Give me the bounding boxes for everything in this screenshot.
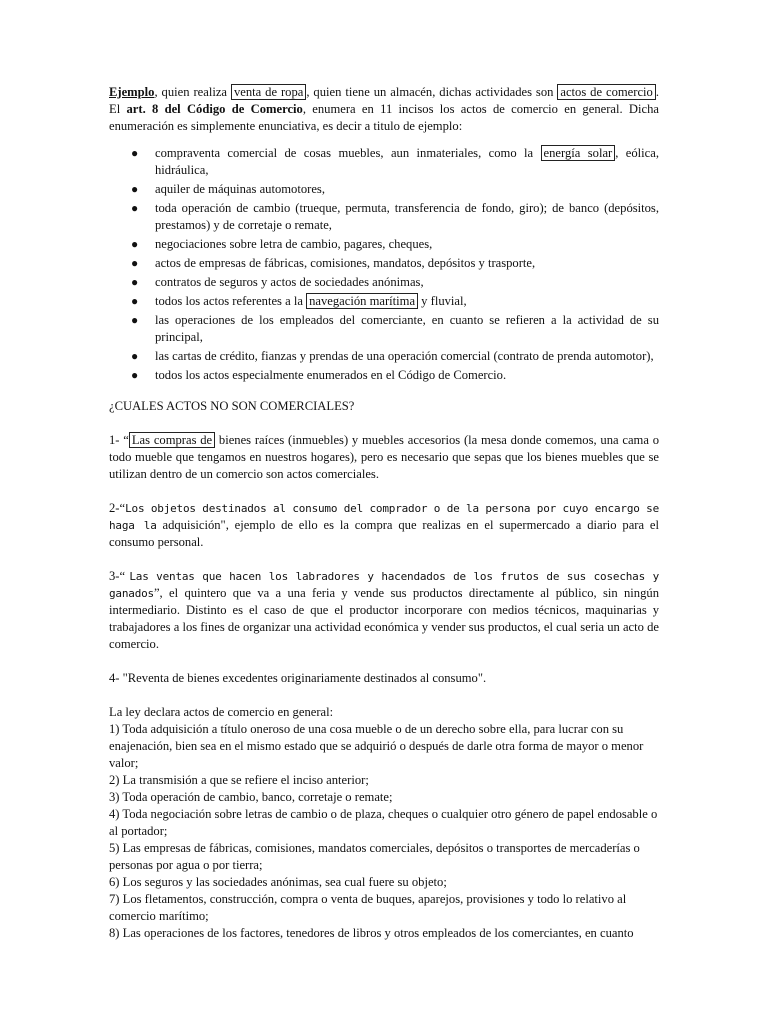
bullet-dot-icon: ● xyxy=(131,182,139,196)
boxed-term: navegación marítima xyxy=(306,293,418,309)
bullet-text: todos los actos especialmente enumerados en el Código de Comercio. xyxy=(155,368,507,382)
law-item: 5) Las empresas de fábricas, comisiones, mandatos comerciales, depósitos o transportes de mercaderías o personas por agua o por tierra; xyxy=(109,841,640,872)
bullet-text: contratos de seguros y actos de sociedades anónimas, xyxy=(155,275,424,289)
law-item: 7) Los fletamentos, construcción, compra o venta de buques, aparejos, provisiones y todo lo relativo al comercio marítimo; xyxy=(109,892,627,923)
bullet-item xyxy=(109,200,659,234)
bullet-dot-icon: ● xyxy=(131,237,139,251)
bullet-item xyxy=(109,255,659,272)
law-item: 8) Las operaciones de los factores, tenedores de libros y otros empleados de los comerciantes, en cuanto xyxy=(109,926,634,940)
document-body xyxy=(109,84,659,942)
intro-example-label: Ejemplo xyxy=(109,85,155,99)
law-item: 1) Toda adquisición a título oneroso de una cosa mueble o de un derecho sobre ella, para lucrar con su enajenación, bien sea en el mismo estado que se adquirió o después de darle otra forma de mayor o menor valor; xyxy=(109,722,644,770)
law-item: 3) Toda operación de cambio, banco, corretaje o remate; xyxy=(109,790,393,804)
bullet-text: negociaciones sobre letra de cambio, pagares, cheques, xyxy=(155,237,433,251)
boxed-term-actos-de-comercio: actos de comercio xyxy=(557,84,655,100)
law-item: 2) La transmisión a que se refiere el inciso anterior; xyxy=(109,773,369,787)
item3-prefix: 3-“ xyxy=(109,569,130,583)
non-commercial-item-3 xyxy=(109,568,659,653)
bullet-text: actos de empresas de fábricas, comisiones, mandatos, depósitos y trasporte, xyxy=(155,256,536,270)
intro-article-ref: art. 8 del Código de Comercio xyxy=(126,102,303,116)
item3-quoted-text: Las ventas que hacen los labradores y hacendados de los frutos de sus cosechas y ganados xyxy=(109,570,659,600)
bullet-item xyxy=(109,236,659,253)
boxed-term-venta-de-ropa: venta de ropa xyxy=(231,84,306,100)
non-commercial-item-1 xyxy=(109,432,659,483)
bullet-item xyxy=(109,181,659,198)
bullet-item xyxy=(109,367,659,384)
bullet-item xyxy=(109,312,659,346)
law-item: 6) Los seguros y las sociedades anónimas, sea cual fuere su objeto; xyxy=(109,875,447,889)
bullet-item xyxy=(109,348,659,365)
section-heading: ¿CUALES ACTOS NO SON COMERCIALES? xyxy=(109,399,355,413)
bullet-text: las cartas de crédito, fianzas y prendas de una operación comercial (contrato de prenda automotor), xyxy=(155,349,654,363)
bullet-dot-icon: ● xyxy=(131,201,139,215)
item1-text: bienes raíces (inmuebles) y muebles accesorios (la mesa donde comemos, una cama o todo mueble que tengamos en nuestros hogares), pero es necesario que sepas que los bienes muebles que se utilizan dentro de un comercio son actos comerciales. xyxy=(109,433,659,481)
bullet-item xyxy=(109,293,659,310)
intro-text-4: , enumera en 11 incisos los actos de comercio en general. Dicha enumeración es simplemente enunciativa, es decir a titulo de ejemplo: xyxy=(109,102,659,133)
bullet-dot-icon: ● xyxy=(131,368,139,382)
non-commercial-item-4: 4- "Reventa de bienes excedentes originariamente destinados al consumo". xyxy=(109,671,487,685)
acts-bullet-list xyxy=(109,145,659,384)
bullet-text-tail: , eólica, hidráulica, xyxy=(155,146,659,177)
item2-quoted-text: Los objetos destinados al consumo del comprador o de la persona por cuyo encargo se haga la xyxy=(109,502,659,532)
law-list xyxy=(109,704,659,942)
item1-prefix: 1- “ xyxy=(109,433,129,447)
bullet-item xyxy=(109,145,659,179)
non-commercial-item-2 xyxy=(109,500,659,551)
intro-text-3: . El xyxy=(109,85,659,116)
law-intro: La ley declara actos de comercio en general: xyxy=(109,705,334,719)
bullet-text: aquiler de máquinas automotores, xyxy=(155,182,325,196)
boxed-term: energía solar xyxy=(541,145,616,161)
intro-paragraph xyxy=(109,84,659,135)
bullet-dot-icon: ● xyxy=(131,313,139,327)
intro-text-2: , quien tiene un almacén, dichas actividades son xyxy=(306,85,558,99)
bullet-text: las operaciones de los empleados del comerciante, en cuanto se refieren a la actividad de su principal, xyxy=(155,313,659,344)
bullet-dot-icon: ● xyxy=(131,256,139,270)
bullet-text: toda operación de cambio (trueque, permuta, transferencia de fondo, giro); de banco (depósitos, prestamos) y de corretaje o remate, xyxy=(155,201,659,232)
bullet-text: compraventa comercial de cosas muebles, aun inmateriales, como la xyxy=(155,146,541,160)
bullet-dot-icon: ● xyxy=(131,349,139,363)
bullet-dot-icon: ● xyxy=(131,275,139,289)
item2-text: adquisición", ejemplo de ello es la compra que realizas en el supermercado a diario para el consumo personal. xyxy=(109,518,659,549)
law-lines xyxy=(109,721,659,942)
bullet-dot-icon: ● xyxy=(131,146,139,160)
bullet-dot-icon: ● xyxy=(131,294,139,308)
bullet-text-tail: y fluvial, xyxy=(418,294,467,308)
item3-text: ”, el quintero que va a una feria y vende sus productos directamente al público, sin ningún intermediario. Distinto es el caso de que el productor incorporare con medios técnicos, maquinarias y trabajadores a los fines de organizar una actividad económica y vender sus productos, el cual seria un acto de comercio. xyxy=(109,586,659,651)
bullet-text: todos los actos referentes a la xyxy=(155,294,307,308)
bullet-item xyxy=(109,274,659,291)
boxed-term-las-compras-de: Las compras de xyxy=(129,432,215,448)
item2-prefix: 2-“ xyxy=(109,501,126,515)
intro-text-1: , quien realiza xyxy=(154,85,231,99)
law-item: 4) Toda negociación sobre letras de cambio o de plaza, cheques o cualquier otro género de papel endosable o al portador; xyxy=(109,807,658,838)
